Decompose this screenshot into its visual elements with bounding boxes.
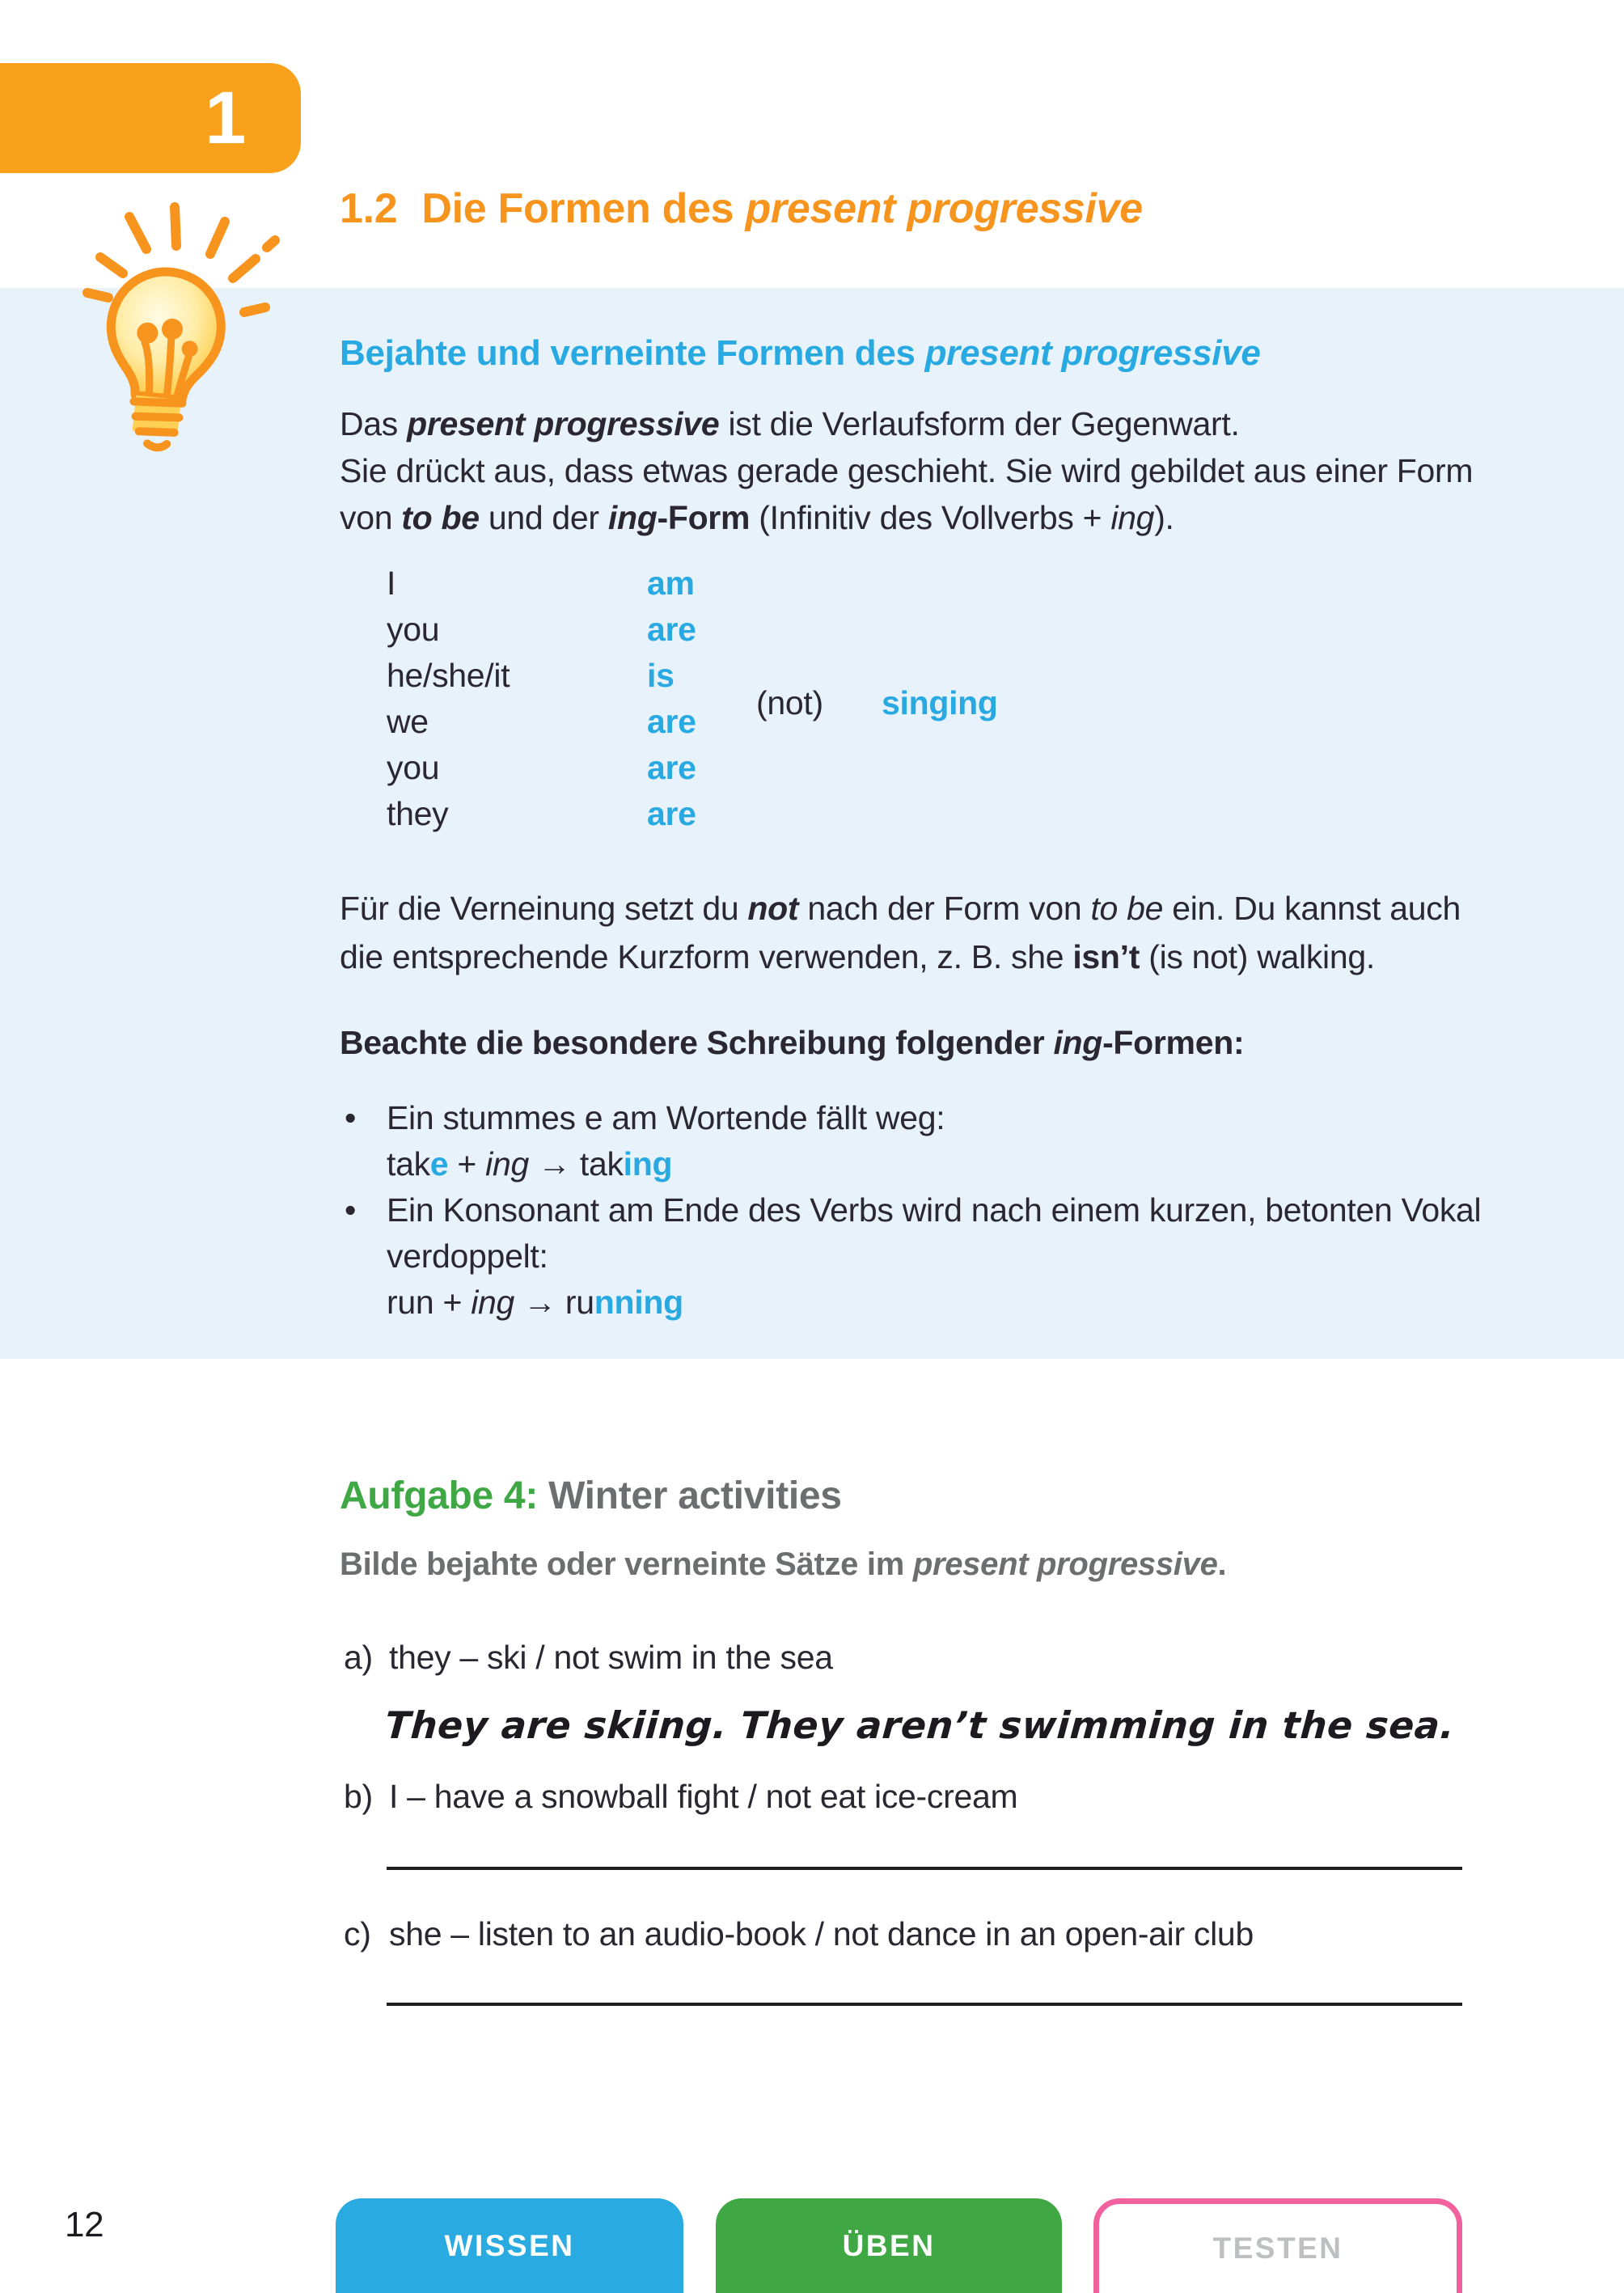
term-not: not xyxy=(747,890,799,927)
arrow-icon: → xyxy=(514,1284,565,1321)
page-number: 12 xyxy=(65,2205,104,2244)
exercise-name: Winter activities xyxy=(538,1474,842,1517)
bullet-marker: • xyxy=(345,1099,357,1136)
table-row xyxy=(387,565,1276,611)
text: (Infinitiv des Vollverbs + xyxy=(750,499,1111,536)
be-form: are xyxy=(647,703,696,740)
arrow-icon: → xyxy=(528,1145,580,1182)
text: Für die Verneinung setzt du xyxy=(340,890,748,927)
be-form: are xyxy=(647,795,696,832)
ing-form-label: singing xyxy=(882,683,998,721)
spelling-note-list xyxy=(340,1095,1481,1326)
bullet-item xyxy=(340,1095,1481,1141)
tab-label: WISSEN xyxy=(444,2228,575,2262)
text: Beachte die besondere Schreibung folgender xyxy=(340,1024,1054,1061)
text: die entsprechende Kurzform verwenden, z. B. she xyxy=(340,938,1073,975)
text: + xyxy=(433,1284,472,1321)
handwritten-answer-a: They are skiing. They aren’t swimming in the sea. xyxy=(383,1703,1457,1747)
tab-label: TESTEN xyxy=(1212,2232,1343,2265)
exercise-item-c xyxy=(344,1915,1254,1953)
text: run xyxy=(387,1284,434,1321)
bullet-text: Ein Konsonant am Ende des Verbs wird nach einem kurzen, betonten Vokal xyxy=(387,1191,1482,1229)
term-ing-italic: ing xyxy=(1110,499,1155,536)
be-form: are xyxy=(647,611,696,648)
pronoun: we xyxy=(387,703,429,740)
table-row xyxy=(387,795,1276,841)
term-ing: ing xyxy=(1053,1024,1103,1061)
table-row xyxy=(387,657,1276,703)
bullet-example xyxy=(340,1280,1481,1326)
pronoun: you xyxy=(387,749,440,786)
exercise-item-b xyxy=(344,1778,1017,1816)
term-ing: ing xyxy=(607,499,658,536)
text: + xyxy=(448,1145,486,1182)
text: ru xyxy=(565,1284,594,1321)
text: tak xyxy=(387,1145,430,1182)
term-to-be: to be xyxy=(1090,890,1164,927)
pronoun: you xyxy=(387,611,440,648)
highlight-nning: nning xyxy=(594,1284,683,1321)
tab-label: ÜBEN xyxy=(842,2228,936,2262)
bullet-text: verdoppelt: xyxy=(387,1237,548,1275)
tab-testen[interactable] xyxy=(1093,2198,1462,2293)
section-title: Die Formen des xyxy=(421,185,746,232)
intro-line-2 xyxy=(340,447,1473,494)
term-ing: ing xyxy=(485,1145,529,1182)
section-heading xyxy=(340,184,1143,233)
intro-line-1 xyxy=(340,400,1473,447)
conjugation-table xyxy=(387,565,1276,841)
tab-wissen[interactable] xyxy=(336,2198,683,2293)
item-label: b) xyxy=(344,1778,373,1815)
unit-number-tab xyxy=(0,63,301,173)
text: ). xyxy=(1154,499,1174,536)
text: (is not) walking. xyxy=(1140,938,1375,975)
text: tak xyxy=(579,1145,624,1182)
bulb-body xyxy=(99,266,226,453)
highlight-ing: ing xyxy=(623,1145,673,1182)
term-to-be: to be xyxy=(401,499,480,536)
item-prompt: I – have a snowball fight / not eat ice-cream xyxy=(389,1778,1018,1815)
exercise-item-a xyxy=(344,1639,833,1677)
item-prompt: they – ski / not swim in the sea xyxy=(389,1639,833,1676)
text: nach der Form von xyxy=(798,890,1091,927)
text: Bilde bejahte oder verneinte Sätze im xyxy=(340,1546,913,1582)
text: Sie drückt aus, dass etwas gerade geschieht. Sie wird gebildet aus einer Form xyxy=(340,452,1474,489)
intro-paragraph xyxy=(340,400,1473,541)
term-present-progressive: present progressive xyxy=(912,1546,1218,1582)
term-present-progressive: present progressive xyxy=(407,405,720,442)
be-form: am xyxy=(647,565,695,602)
section-title-italic: present progressive xyxy=(745,185,1143,232)
be-form: is xyxy=(647,657,675,694)
bullet-text: Ein stummes e am Wortende fällt weg: xyxy=(387,1099,945,1136)
pronoun: I xyxy=(387,565,396,602)
be-form: are xyxy=(647,749,696,786)
answer-line-c[interactable] xyxy=(387,2003,1462,2006)
item-label: a) xyxy=(344,1639,373,1676)
tab-ueben[interactable] xyxy=(716,2198,1062,2293)
section-number: 1.2 xyxy=(340,185,398,232)
highlight-e: e xyxy=(429,1145,449,1182)
bullet-item xyxy=(340,1187,1481,1233)
text: und der xyxy=(479,499,608,536)
intro-line-3 xyxy=(340,494,1473,541)
item-label: c) xyxy=(344,1915,371,1952)
exercise-instruction xyxy=(340,1546,1226,1583)
table-row xyxy=(387,749,1276,795)
not-label: (not) xyxy=(756,683,823,721)
text: von xyxy=(340,499,402,536)
term-ing: ing xyxy=(471,1284,515,1321)
info-box-heading-italic: present progressive xyxy=(924,333,1261,373)
negation-line-2 xyxy=(340,933,1461,981)
term-form: -Form xyxy=(657,499,751,536)
table-row xyxy=(387,703,1276,749)
text: ist die Verlaufsform der Gegenwart. xyxy=(719,405,1240,442)
info-box-heading xyxy=(340,333,1261,374)
text: Das xyxy=(340,405,408,442)
bullet-marker: • xyxy=(345,1191,357,1229)
negation-paragraph xyxy=(340,884,1461,981)
item-prompt: she – listen to an audio-book / not dance in an open-air club xyxy=(389,1915,1254,1952)
pronoun: he/she/it xyxy=(387,657,510,694)
term-isnt: isn’t xyxy=(1072,938,1140,975)
spelling-note-heading xyxy=(340,1024,1244,1062)
text: ein. Du kannst auch xyxy=(1163,890,1461,927)
pronoun: they xyxy=(387,795,449,832)
exercise-number: Aufgabe 4: xyxy=(340,1474,539,1517)
table-row xyxy=(387,611,1276,657)
unit-number: 1 xyxy=(205,76,246,159)
bullet-item-continuation xyxy=(340,1233,1481,1280)
answer-line-b[interactable] xyxy=(387,1867,1462,1870)
info-box-heading-text: Bejahte und verneinte Formen des xyxy=(340,333,925,373)
lightbulb-icon xyxy=(50,197,335,492)
negation-line-1 xyxy=(340,884,1461,933)
bullet-example xyxy=(340,1141,1481,1187)
text: -Formen: xyxy=(1102,1024,1245,1061)
text: . xyxy=(1217,1546,1227,1582)
exercise-title xyxy=(340,1474,842,1518)
